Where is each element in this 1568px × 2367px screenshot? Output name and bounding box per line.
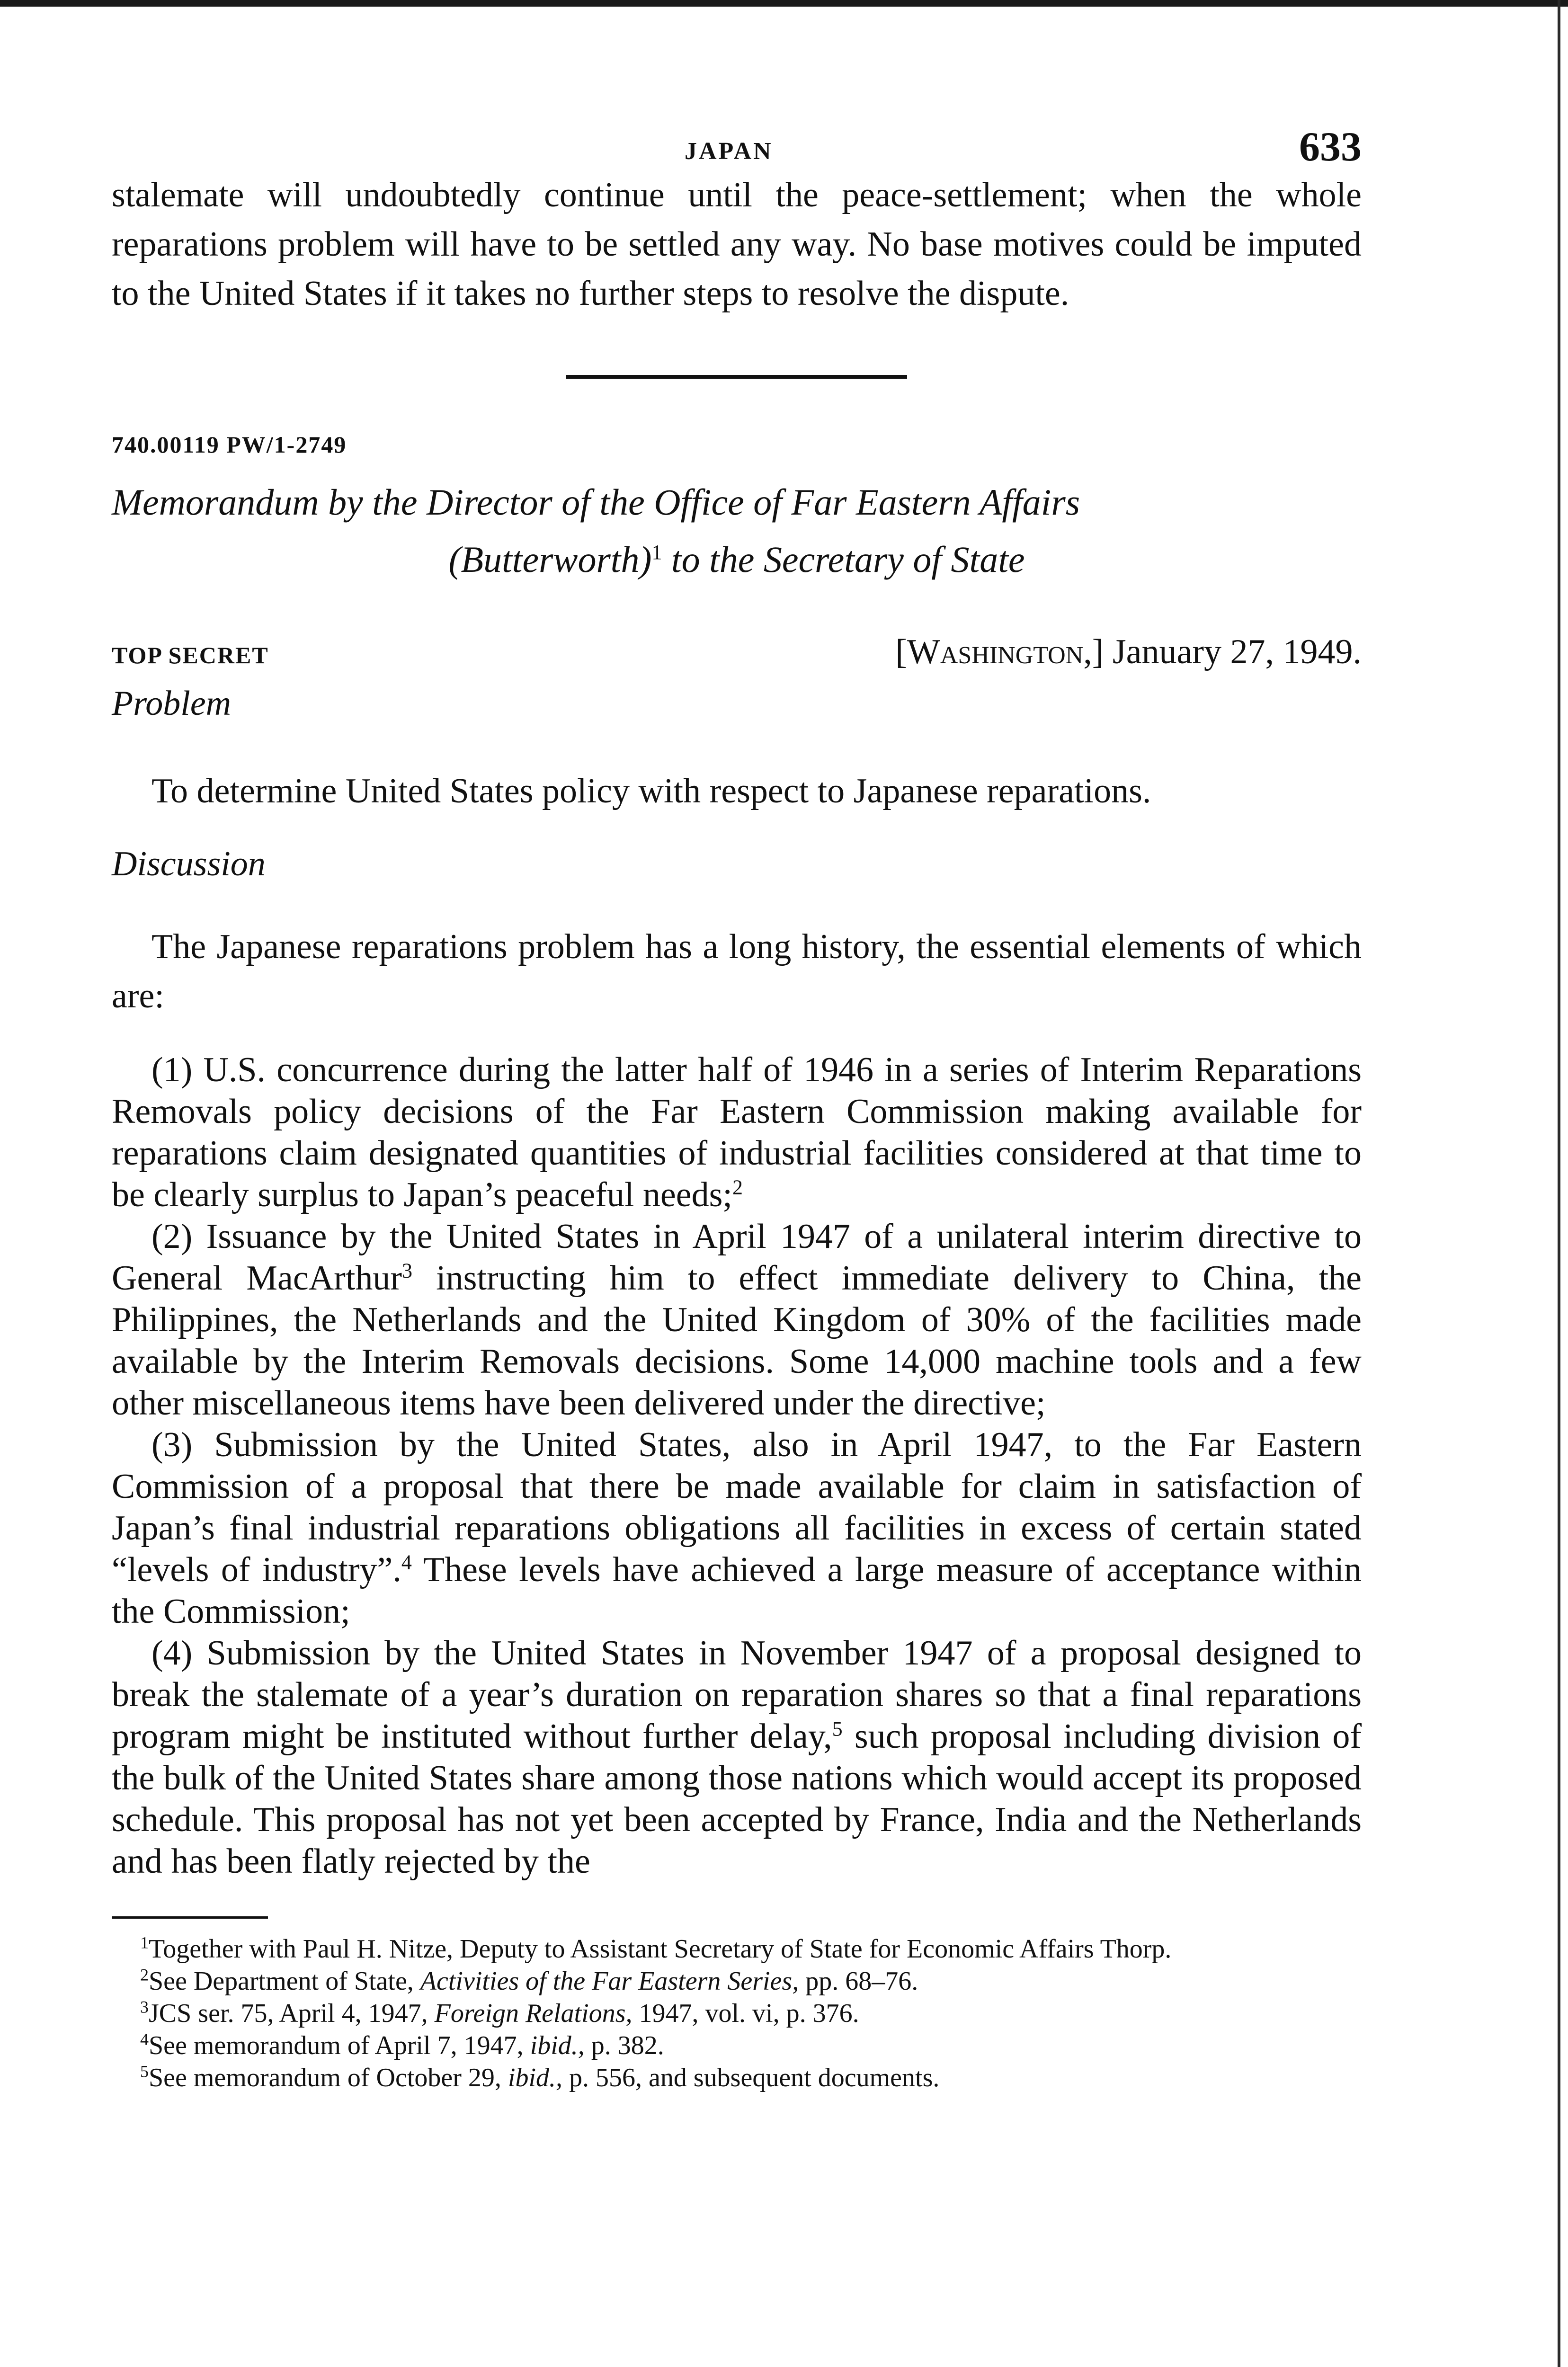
item-text: (1) U.S. concurrence during the latter half of 1946 in a series of Interim Reparations Removals policy decisions of the Far Eastern Commission making available for reparations claim designated quantities of industrial facilities considered at that time to be clearly surplus to Japan’s peaceful needs; [112,1050,1362,1214]
discussion-heading: Discussion [112,845,266,883]
item-text-after: These levels have achieved a large measure of acceptance within the Commission; [112,1550,1362,1631]
opening-paragraph: stalemate will undoubtedly continue until the peace-settlement; when the whole reparations problem will have to be settled any way. No base motives could be imputed to the United States if it takes no further steps to resolve the dispute. [112,176,1362,313]
footnote [112,2029,1362,2062]
footnote-text-after: p. 382. [584,2031,664,2060]
page-top-edge [0,0,1568,7]
footnote-mark: 1 [140,1933,149,1952]
discussion-item [112,1216,1362,1424]
file-number: 740.00119 PW/1-2749 [112,431,347,458]
footnote-italic: Foreign Relations, [434,1999,633,2028]
item-text: (3) Submission by the United States, also in April 1947, to the Far Eastern Commission of a proposal that there be made available for claim in satisfaction of Japan’s final industrial reparations obligations all facilities in excess of certain stated “levels of industry”. [112,1425,1362,1589]
footnote-ref: 2 [732,1175,743,1199]
footnote [112,1965,1362,1997]
footnote-ref: 5 [832,1717,843,1741]
footnote-italic: Activities of the Far Eastern Series, [420,1967,799,1996]
footnote-mark: 4 [140,2029,149,2049]
item-text: (2) Issuance by the United States in April 1947 of a unilateral interim directive to General MacArthur [112,1217,1362,1298]
title-recipient: to the Secretary of State [662,539,1025,580]
footnote-mark: 2 [140,1965,149,1984]
footnote-ref: 3 [402,1259,413,1282]
title-author: (Butterworth) [448,539,652,580]
footnote-text: JCS ser. 75, April 4, 1947, [149,1999,435,2028]
footnote [112,1997,1362,2029]
item-text-after: such proposal including division of the bulk of the United States share among those nations which would accept its proposed schedule. This proposal has not yet been accepted by France, India and the Netherlands and has been flatly rejected by the [112,1717,1362,1881]
dateline-date: ,] January 27, 1949. [1083,632,1362,671]
discussion-item [112,1424,1362,1632]
page-right-edge [1558,0,1560,2367]
footnote-text: See memorandum of April 7, 1947, [149,2031,530,2060]
footnote-rule [112,1916,268,1919]
document-title [112,477,1362,585]
footnote-mark: 3 [140,1997,149,2017]
footnote-ref: 4 [401,1550,412,1574]
footnote-text: See memorandum of October 29, [149,2063,508,2092]
footnote [112,2062,1362,2094]
footnote-text-after: pp. 68–76. [799,1967,918,1996]
item-text-after: instructing him to effect immediate delivery to China, the Philippines, the Netherlands and the United Kingdom of 30% of the facilities made available by the Interim Removals decisions. Some 14,000 machine tools and a few other miscellaneous items have been delivered under the directive; [112,1259,1362,1423]
dateline-place: Washington [907,632,1084,671]
problem-text: To determine United States policy with respect to Japanese reparations. [151,772,1151,810]
classification-row [112,632,1362,672]
classification-label: TOP SECRET [112,642,269,668]
document-page [112,109,1362,2094]
footnote-text-after: 1947, vol. vi, p. 376. [632,1999,859,2028]
footnote-italic: ibid., [530,2031,585,2060]
discussion-item [112,1049,1362,1216]
title-line-1: Memorandum by the Director of the Office of Far Eastern Affairs [112,481,1080,523]
footnote-italic: ibid., [508,2063,563,2092]
running-title: JAPAN [685,138,773,165]
dateline [895,632,1362,672]
discussion-item [112,1632,1362,1882]
item-text: (4) Submission by the United States in November 1947 of a proposal designed to break the stalemate of a year’s duration on reparation shares so that a final reparations program might be instituted without further delay, [112,1634,1362,1756]
footnote-text: Together with Paul H. Nitze, Deputy to Assistant Secretary of State for Economic Affairs Thorp. [149,1934,1172,1964]
problem-heading: Problem [112,684,232,723]
title-line-2 [112,527,1362,585]
footnote-text-after: p. 556, and subsequent documents. [562,2063,940,2092]
running-head [112,109,1362,170]
footnote-mark: 5 [140,2062,149,2081]
section-divider [566,375,907,379]
page-number: 633 [1299,124,1362,170]
dateline-bracket: [ [895,632,907,671]
title-footnote-mark: 1 [651,541,662,564]
footnote-text: See Department of State, [149,1967,420,1996]
discussion-intro: The Japanese reparations problem has a long history, the essential elements of which are: [112,927,1362,1015]
footnote [112,1933,1362,1965]
